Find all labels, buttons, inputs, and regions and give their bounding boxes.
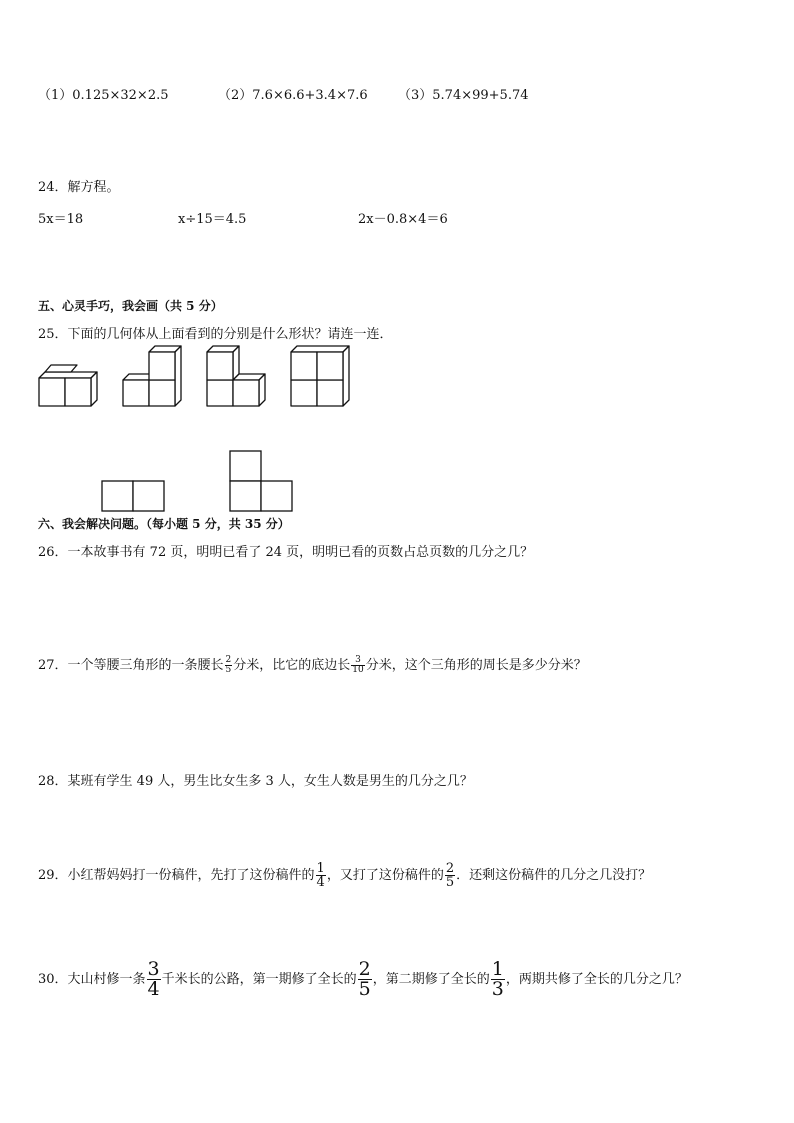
q27-fraction-1: $\frac{2}{5}$ <box>225 655 232 675</box>
section-5-title: 五、心灵手巧，我会画（共 5 分） <box>38 299 223 313</box>
q27-part-2: 分米，比它的底边长 <box>233 658 351 673</box>
q24-equation-1: 5x＝18 <box>38 212 84 227</box>
top-view-a <box>102 481 164 511</box>
q27-part-3: 分米，这个三角形的周长是多少分米？ <box>365 658 587 673</box>
section-6-title: 六、我会解决问题。（每小题 5 分，共 35 分） <box>38 517 290 531</box>
q30-fraction-1: $\frac{3}{4}$ <box>147 958 160 1000</box>
q27-fraction-2: $\frac{3}{10}$ <box>352 655 364 675</box>
q30-part-4: ，两期共修了全长的几分之几？ <box>505 972 688 987</box>
q30-fraction-3: $\frac{1}{3}$ <box>491 958 504 1000</box>
q30-text <box>38 958 688 1002</box>
q27-text <box>38 655 587 677</box>
q29-text <box>38 860 651 892</box>
q24-equation-3: 2x－0.8×4＝6 <box>358 212 448 227</box>
q30-part-1: 30．大山村修一条 <box>38 972 146 987</box>
solid-figure-3 <box>207 346 265 406</box>
q24-title: 24．解方程。 <box>38 180 120 195</box>
q29-fraction-2: $\frac{2}{5}$ <box>445 861 455 890</box>
q24-equation-2: x÷15＝4.5 <box>178 212 247 227</box>
solid-figure-2 <box>123 346 181 406</box>
calc-item-2: （2）7.6×6.6+3.4×7.6 <box>218 88 368 103</box>
calc-item-3: （3）5.74×99+5.74 <box>398 88 529 103</box>
q30-part-3: ，第二期修了全长的 <box>372 972 490 987</box>
q26-text: 26．一本故事书有 72 页，明明已看了 24 页，明明已看的页数占总页数的几分之几？ <box>38 545 534 560</box>
q29-part-2: ，又打了这份稿件的 <box>326 868 444 883</box>
q30-fraction-2: $\frac{2}{5}$ <box>358 958 371 1000</box>
calc-item-1: （1）0.125×32×2.5 <box>38 88 169 103</box>
top-view-b <box>230 451 292 511</box>
q29-fraction-1: $\frac{1}{4}$ <box>316 861 325 890</box>
q30-part-2: 千米长的公路，第一期修了全长的 <box>161 972 357 987</box>
q29-part-3: ．还剩这份稿件的几分之几没打？ <box>456 868 652 883</box>
q25-title: 25．下面的几何体从上面看到的分别是什么形状？请连一连． <box>38 327 393 342</box>
solid-figure-1 <box>39 365 97 406</box>
solid-figure-4 <box>291 346 349 406</box>
q29-part-1: 29．小红帮妈妈打一份稿件，先打了这份稿件的 <box>38 868 315 883</box>
q28-text: 28．某班有学生 49 人，男生比女生多 3 人，女生人数是男生的几分之几？ <box>38 774 473 789</box>
q27-part-1: 27．一个等腰三角形的一条腰长 <box>38 658 224 673</box>
